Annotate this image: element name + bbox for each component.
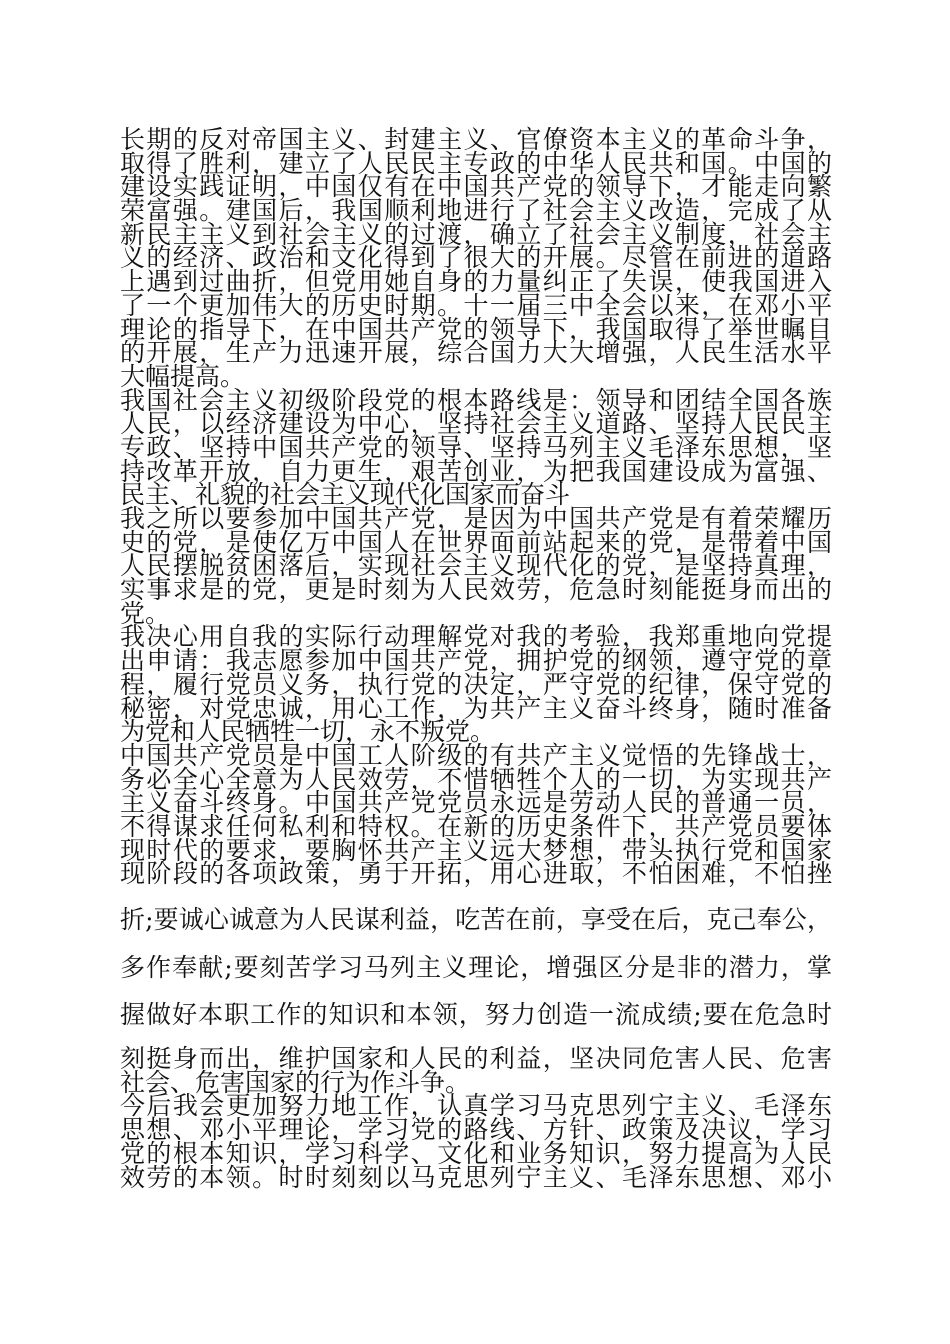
- text-line: 思想、邓小平理论，学习党的路线、方针、政策及决议，学习: [120, 1115, 832, 1145]
- text-line: 中国共产党员是中国工人阶级的有共产主义觉悟的先锋战士，: [120, 740, 832, 770]
- text-line: 握做好本职工作的知识和本领，努力创造一流成绩;要在危急时: [120, 1000, 832, 1030]
- text-line: 效劳的本领。时时刻刻以马克思列宁主义、毛泽东思想、邓小: [120, 1162, 832, 1192]
- text-line: 多作奉献;要刻苦学习马列主义理论，增强区分是非的潜力，掌: [120, 952, 832, 982]
- text-line: 程，履行党员义务，执行党的决定，严守党的纪律，保守党的: [120, 669, 832, 699]
- text-line: 史的党，是使亿万中国人在世界面前站起来的党，是带着中国: [120, 527, 832, 557]
- paragraph: [120, 622, 832, 747]
- text-line: 为党和人民牺牲一切，永不叛党。: [120, 717, 496, 747]
- text-line: 我国社会主义初级阶段党的根本路线是：领导和团结全国各族: [120, 385, 832, 415]
- text-line: 持改革开放，自力更生，艰苦创业，为把我国建设成为富强、: [120, 456, 832, 486]
- text-line: 荣富强。建国后，我国顺利地进行了社会主义改造，完成了从: [120, 196, 832, 226]
- text-line: 党。: [120, 598, 171, 628]
- text-line: 新民主主义到社会主义的过渡，确立了社会主义制度，社会主: [120, 219, 832, 249]
- text-line: 社会、危害国家的行为作斗争。: [120, 1067, 471, 1097]
- document-body: [120, 125, 832, 1192]
- text-line: 不得谋求任何私利和特权。在新的历史条件下，共产党员要体: [120, 811, 832, 841]
- text-line: 折;要诚心诚意为人民谋利益，吃苦在前，享受在后，克己奉公，: [120, 905, 832, 934]
- text-line: 取得了胜利，建立了人民民主专政的中华人民共和国。中国的: [120, 148, 832, 178]
- text-line: 我之所以要参加中国共产党，是因为中国共产党是有着荣耀历: [120, 504, 832, 533]
- text-line: 现阶段的各项政策，勇于开拓，用心进取，不怕困难，不怕挫: [120, 859, 832, 889]
- paragraph: [120, 125, 832, 391]
- paragraph: [120, 1091, 832, 1192]
- text-line: 出申请：我志愿参加中国共产党，拥护党的纲领，遵守党的章: [120, 646, 832, 676]
- text-line: 秘密，对党忠诚，用心工作，为共产主义奋斗终身，随时准备: [120, 693, 832, 723]
- paragraph: [120, 740, 832, 1097]
- text-line: 主义奋斗终身。中国共产党党员永远是劳动人民的普通一员，: [120, 788, 832, 818]
- text-line: 民主、礼貌的社会主义现代化国家而奋斗: [120, 480, 571, 510]
- paragraph: [120, 504, 832, 628]
- text-line: 今后我会更加努力地工作，认真学习马克思列宁主义、毛泽东: [120, 1091, 832, 1121]
- text-line: 现时代的要求，要胸怀共产主义远大梦想，带头执行党和国家: [120, 835, 832, 865]
- text-line: 人民，以经济建设为中心，坚持社会主义道路、坚持人民民主: [120, 409, 832, 439]
- text-line: 我决心用自我的实际行动理解党对我的考验，我郑重地向党提: [120, 622, 832, 652]
- text-line: 长期的反对帝国主义、封建主义、官僚资本主义的革命斗争，: [120, 125, 832, 154]
- text-line: 的开展，生产力迅速开展，综合国力大大增强，人民生活水平: [120, 338, 832, 368]
- text-line: 建设实践证明，中国仅有在中国共产党的领导下，才能走向繁: [120, 172, 832, 202]
- text-line: 大幅提高。: [120, 361, 246, 391]
- text-line: 实事求是的党，更是时刻为人民效劳，危急时刻能挺身而出的: [120, 575, 832, 605]
- text-line: 刻挺身而出，维护国家和人民的利益，坚决同危害人民、危害: [120, 1044, 832, 1074]
- text-line: 理论的指导下，在中国共产党的领导下，我国取得了举世瞩目: [120, 314, 832, 344]
- text-line: 务必全心全意为人民效劳，不惜牺牲个人的一切，为实现共产: [120, 764, 832, 794]
- text-line: 党的根本知识，学习科学、文化和业务知识，努力提高为人民: [120, 1138, 832, 1168]
- text-line: 专政、坚持中国共产党的领导、坚持马列主义毛泽东思想，坚: [120, 432, 832, 462]
- text-line: 人民摆脱贫困落后，实现社会主义现代化的党，是坚持真理，: [120, 551, 832, 581]
- text-line: 义的经济、政治和文化得到了很大的开展。尽管在前进的道路: [120, 243, 832, 273]
- text-line: 了一个更加伟大的历史时期。十一届三中全会以来，在邓小平: [120, 290, 832, 320]
- paragraph: [120, 385, 832, 510]
- text-line: 上遇到过曲折，但党用她自身的力量纠正了失误，使我国进入: [120, 267, 832, 297]
